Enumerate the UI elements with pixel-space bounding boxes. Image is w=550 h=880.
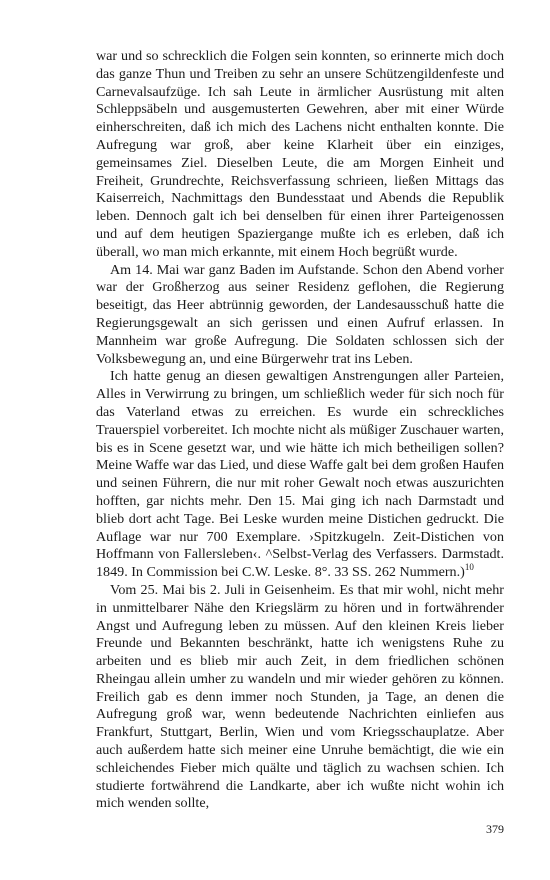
body-text [96, 48, 504, 813]
paragraph-2 [96, 262, 504, 369]
paragraph-1 [96, 48, 504, 262]
paragraph-4 [96, 582, 504, 813]
paragraph-4-text: Vom 25. Mai bis 2. Juli in Geisenheim. Es that mir wohl, nicht mehr in unmittelbarer Nähe den Kriegslärm zu hören und in fortwährender Angst und Aufregung leben zu müssen. Auf den kleinen Kreis lieber Freunde und Bekannten beschränkt, hatte ich wenigstens Ruhe zu arbeiten und es blieb mir auch Zeit, in dem friedlichen schönen Rheingau allein umher zu wandeln und mir wieder gehören zu können. Freilich gab es denn immer noch Stunden, ja Tage, an denen die Aufregung groß war, wenn bedeutende Nachrichten einliefen aus Frankfurt, Stuttgart, Berlin, Wien und vom Kriegsschauplatze. Aber auch außerdem hatte sich meiner eine Unruhe bemächtigt, die wie ein schleichendes Fieber mich quälte und täglich zu wachsen schien. Ich studierte fortwährend die Landkarte, aber ich wußte nicht wohin ich mich wenden sollte, [96, 581, 504, 812]
paragraph-1-text: war und so schrecklich die Folgen sein konnten, so erinnerte mich doch das ganze Thun und Treiben zu sehr an unsere Schützengildenfeste und Carnevalsaufzüge. Ich sah Leute in ärmlicher Ausrüstung mit alten Schleppsäbeln und ausgemusterten Gewehren, aber mit einer Würde einherschreiten, daß ich mich des Lachens nicht enthalten konnte. Die Aufregung war groß, aber keine Klarheit über ein einziges, gemeinsames Ziel. Dieselben Leute, die am Morgen Einheit und Freiheit, Grundrechte, Reichsverfassung schrieen, ließen Mittags das Kaiserreich, Nachmittags den Bundesstaat und Abends die Republik leben. Dennoch galt ich bei denselben für einen ihrer Parteigenossen und auf dem heutigen Spaziergange mußte ich es erleben, daß ich überall, wo man mich erkannte, mit einem Hoch begrüßt wurde. [96, 48, 504, 260]
paragraph-2-text: Am 14. Mai war ganz Baden im Aufstande. Schon den Abend vorher war der Großherzog aus seiner Residenz geflohen, die Regierung beseitigt, das Heer abtrünnig geworden, der Landesausschuß hatte die Regierungsgewalt an sich gerissen und einen Aufruf erlassen. In Mannheim war große Aufregung. Die Soldaten schlossen sich der Volksbewegung an, und eine Bürgerwehr trat ins Leben. [96, 261, 504, 367]
paragraph-3 [96, 368, 504, 582]
footnote-reference: 10 [464, 562, 474, 573]
page-number: 379 [486, 822, 504, 836]
paragraph-3-text: Ich hatte genug an diesen gewaltigen Anstrengungen aller Parteien, Alles in Verwirrung zu bringen, um schließlich weder für sich noch für das Vaterland etwas zu erreichen. Es wurde ein schreckliches Trauerspiel vorbereitet. Ich mochte nicht als müßiger Zuschauer warten, bis es in Scene gesetzt war, und wie hätte ich mich betheiligen sollen? Meine Waffe war das Lied, und diese Waffe galt bei dem großen Haufen und seinen Führern, die nur mit roher Gewalt noch etwas auszurichten hofften, gar nichts mehr. Den 15. Mai ging ich nach Darmstadt und blieb dort acht Tage. Bei Leske wurden meine Distichen gedruckt. Die Auflage war nur 700 Exemplare. ›Spitzkugeln. Zeit-Distichen von Hoffmann von Fallersleben‹. ^Selbst-Verlag des Verfassers. Darmstadt. 1849. In Commission bei C.W. Leske. 8°. 33 SS. 262 Nummern.) [96, 368, 505, 581]
